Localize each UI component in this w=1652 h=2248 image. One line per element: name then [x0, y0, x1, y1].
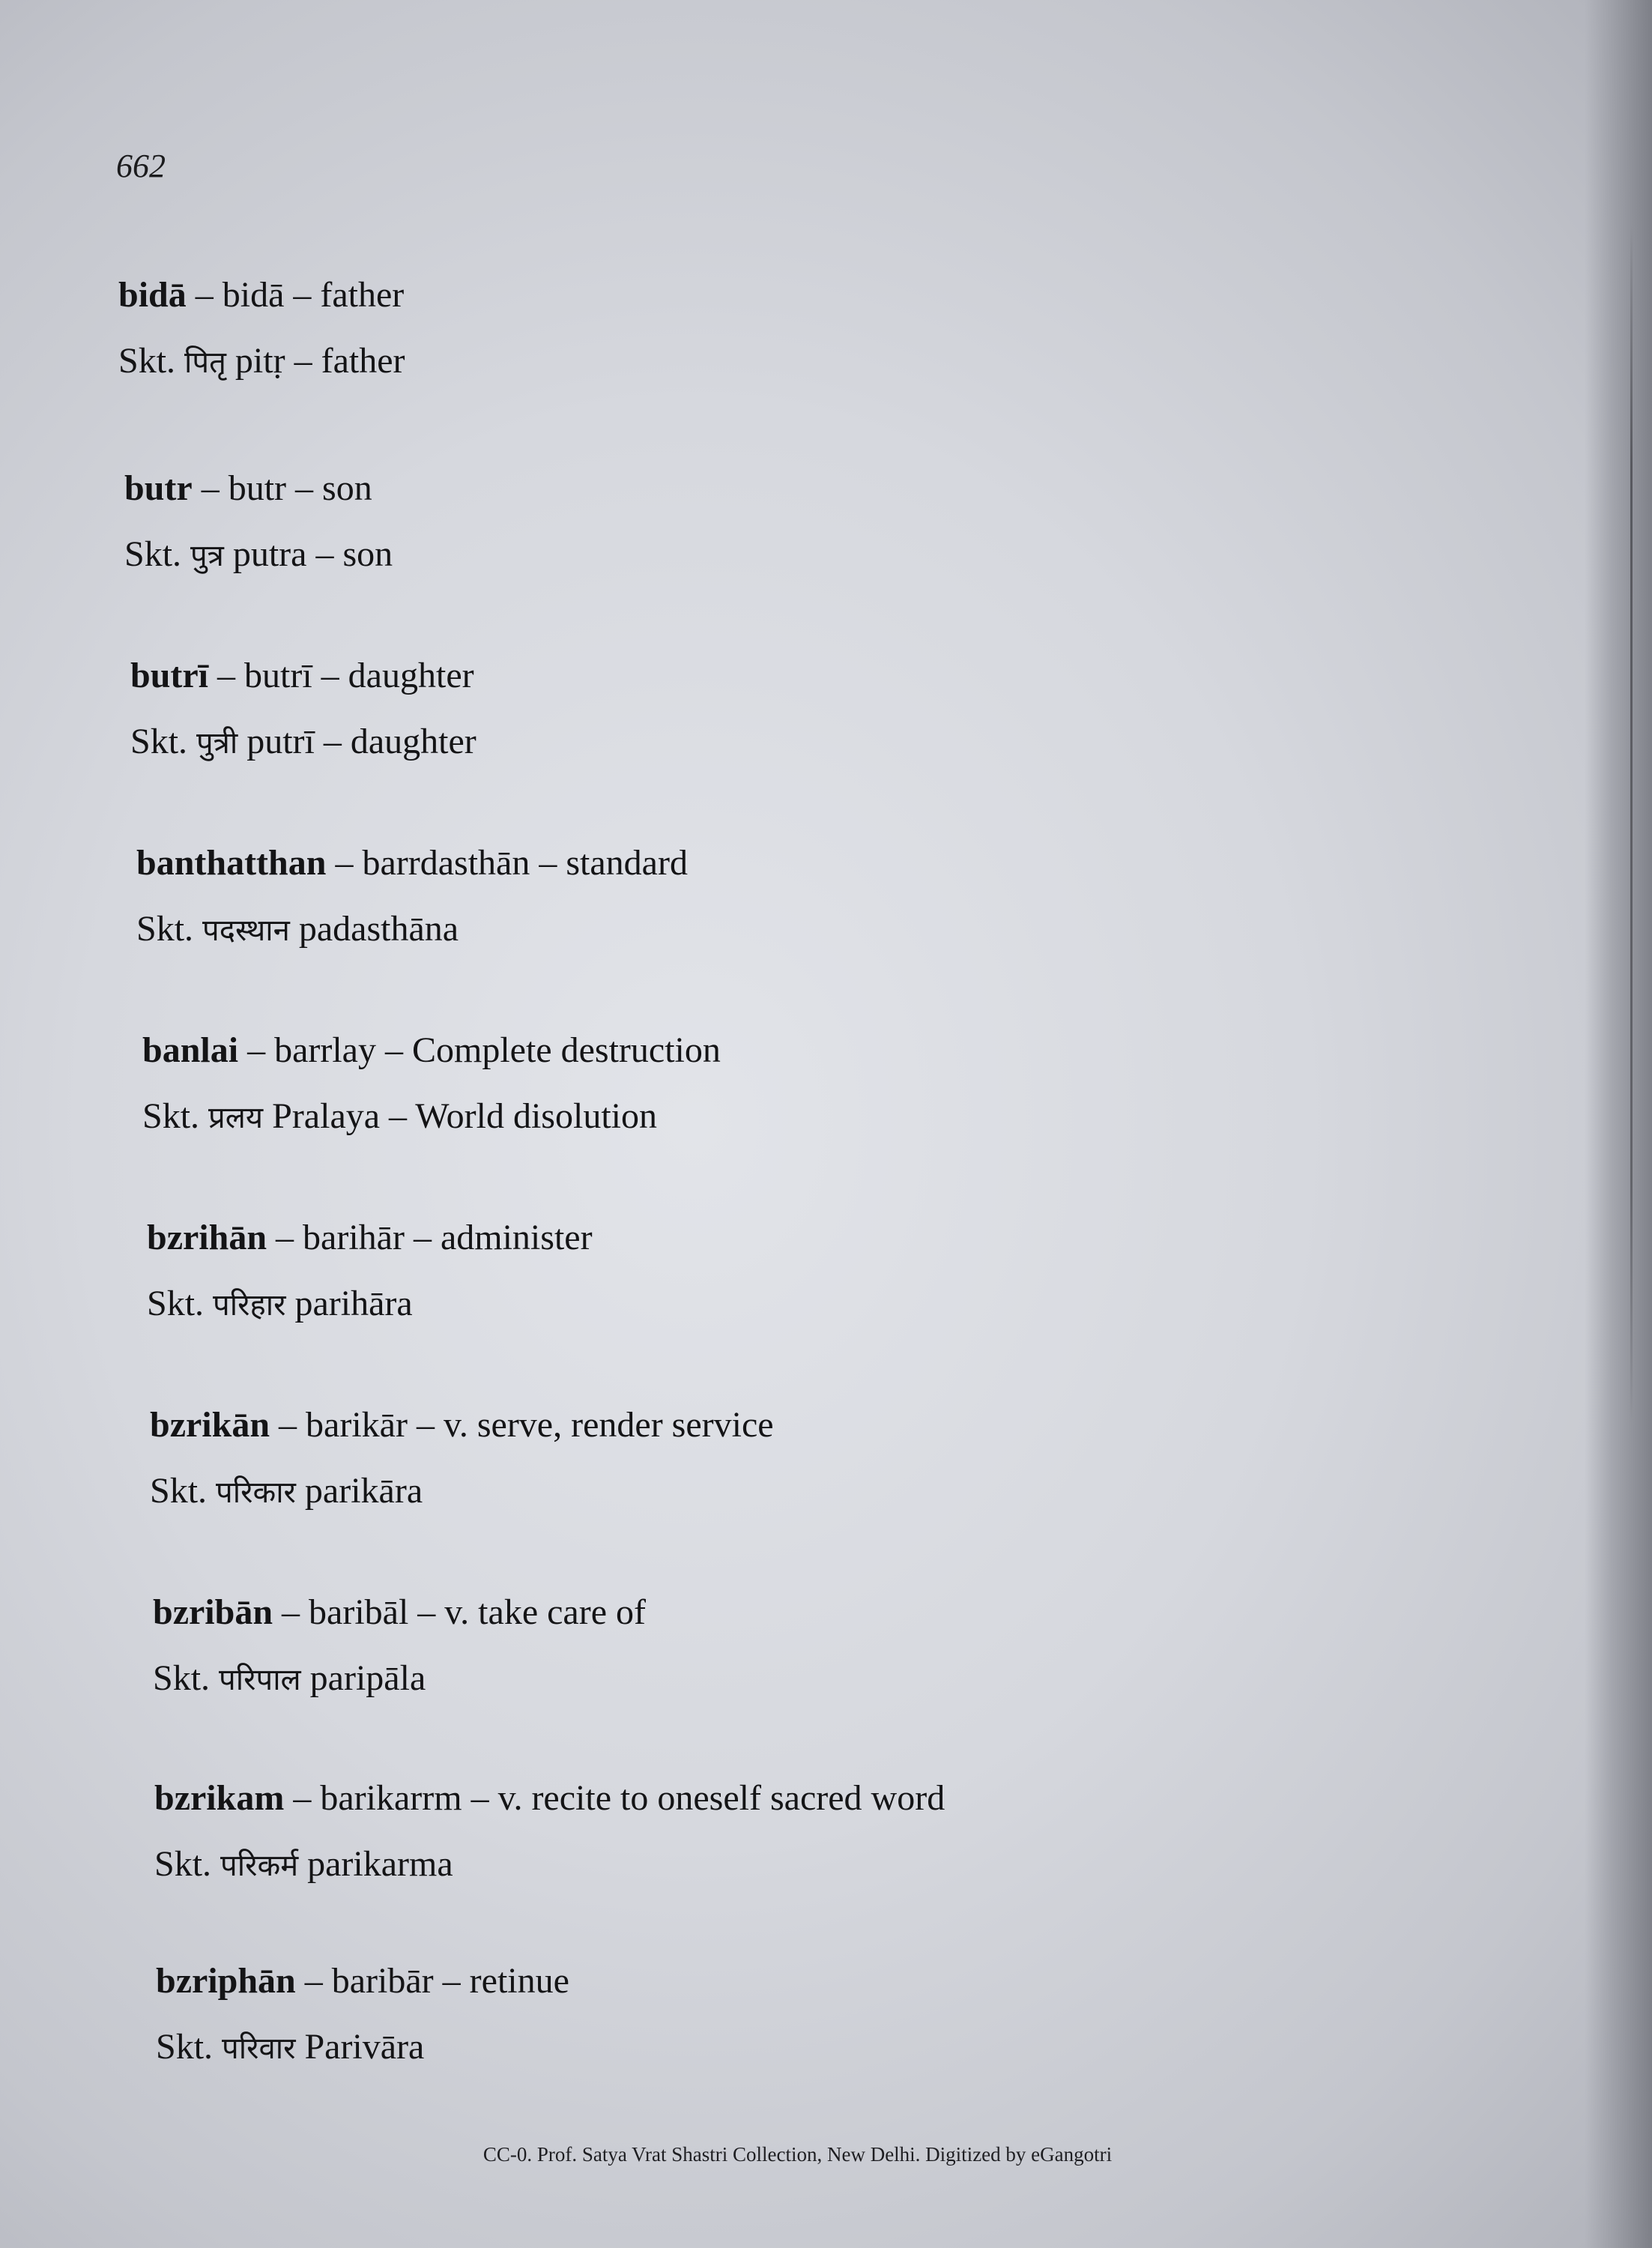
entry-sanskrit-line: [142, 1094, 721, 1140]
skt-transliteration: Pralaya – World disolution: [263, 1096, 657, 1136]
skt-prefix: Skt.: [136, 909, 203, 949]
devanagari-word: परिपाल: [219, 1663, 301, 1697]
glossary-entry: [147, 1215, 593, 1328]
devanagari-word: परिहार: [213, 1288, 286, 1323]
skt-prefix: Skt.: [118, 341, 185, 381]
skt-prefix: Skt.: [142, 1096, 209, 1136]
entry-sanskrit-line: [118, 339, 405, 385]
entry-headword: banthatthan: [136, 843, 327, 883]
digitization-footer: [0, 2143, 1652, 2166]
footer-text: CC-0. Prof. Satya Vrat Shastri Collection, New Delhi. Digitized by eGangotri: [482, 2143, 1113, 2166]
skt-prefix: Skt.: [130, 722, 197, 761]
entry-gloss: – barikār – v. serve, render service: [270, 1405, 774, 1445]
entry-gloss: – barihār – administer: [267, 1218, 593, 1257]
entry-sanskrit-line: [153, 1656, 646, 1702]
devanagari-word: प्रलय: [208, 1101, 264, 1135]
entry-gloss: – barrdasthān – standard: [326, 843, 688, 883]
entry-sanskrit-line: [147, 1281, 593, 1328]
devanagari-word: पुत्र: [190, 539, 224, 573]
entry-sanskrit-line: [154, 1842, 945, 1888]
entry-gloss: – baribāl – v. take care of: [273, 1592, 647, 1632]
page-number: 662: [116, 148, 166, 184]
entry-headline: [154, 1776, 945, 1821]
entry-sanskrit-line: [124, 532, 393, 578]
entry-gloss: – barrlay – Complete destruction: [238, 1030, 721, 1070]
entry-sanskrit-line: [156, 2025, 569, 2071]
entry-headword: bzrikam: [154, 1778, 285, 1818]
skt-transliteration: putra – son: [223, 534, 393, 574]
devanagari-word: परिवार: [222, 2031, 296, 2066]
entry-headword: bzribān: [153, 1592, 273, 1632]
entry-headword: bzrikān: [150, 1405, 270, 1445]
glossary-entry: [136, 841, 688, 953]
entry-headword: bzriphān: [156, 1961, 296, 2001]
entry-headword: bidā: [118, 275, 187, 315]
entry-sanskrit-line: [136, 907, 688, 953]
entry-headline: [136, 841, 688, 886]
skt-transliteration: putrī – daughter: [237, 722, 476, 761]
entry-gloss: – baribār – retinue: [295, 1961, 569, 2001]
skt-transliteration: parihāra: [285, 1284, 413, 1323]
skt-prefix: Skt.: [156, 2027, 223, 2067]
glossary-entry: [150, 1403, 774, 1515]
entry-headword: butr: [124, 468, 193, 508]
skt-prefix: Skt.: [150, 1471, 217, 1511]
devanagari-word: परिकार: [216, 1475, 296, 1510]
skt-transliteration: parikāra: [295, 1471, 423, 1511]
entry-headword: banlai: [142, 1030, 239, 1070]
skt-transliteration: paripāla: [300, 1658, 426, 1698]
entry-gloss: – butr – son: [192, 468, 372, 508]
skt-transliteration: padasthāna: [289, 909, 459, 949]
entry-headline: [153, 1590, 646, 1635]
entry-headline: [118, 273, 405, 318]
entry-headline: [130, 653, 476, 698]
entry-headline: [124, 466, 393, 511]
entry-gloss: – bidā – father: [186, 275, 405, 315]
entry-headword: butrī: [130, 656, 209, 695]
skt-prefix: Skt.: [147, 1284, 214, 1323]
devanagari-word: पितृ: [184, 345, 226, 380]
devanagari-word: पुत्री: [196, 726, 238, 761]
devanagari-word: परिकर्म: [220, 1849, 299, 1883]
entry-headline: [150, 1403, 774, 1448]
glossary-entry: [142, 1028, 721, 1140]
entry-gloss: – barikarrm – v. recite to oneself sacred word: [284, 1778, 945, 1818]
glossary-entry: [118, 273, 405, 385]
glossary-entry: [154, 1776, 945, 1888]
glossary-entry: [130, 653, 476, 766]
entry-headword: bzrihān: [147, 1218, 267, 1257]
glossary-entry: [153, 1590, 646, 1702]
glossary-entry: [124, 466, 393, 578]
skt-transliteration: parikarma: [298, 1844, 453, 1884]
entry-headline: [147, 1215, 593, 1260]
entry-sanskrit-line: [130, 719, 476, 766]
skt-prefix: Skt.: [124, 534, 191, 574]
devanagari-word: पदस्थान: [202, 913, 290, 948]
skt-transliteration: pitṛ – father: [226, 341, 405, 381]
entry-headline: [142, 1028, 721, 1073]
skt-prefix: Skt.: [154, 1844, 221, 1884]
entry-gloss: – butrī – daughter: [208, 656, 474, 695]
skt-prefix: Skt.: [153, 1658, 220, 1698]
skt-transliteration: Parivāra: [295, 2027, 425, 2067]
entry-sanskrit-line: [150, 1469, 774, 1515]
entry-headline: [156, 1959, 569, 2004]
glossary-entry: [156, 1959, 569, 2071]
